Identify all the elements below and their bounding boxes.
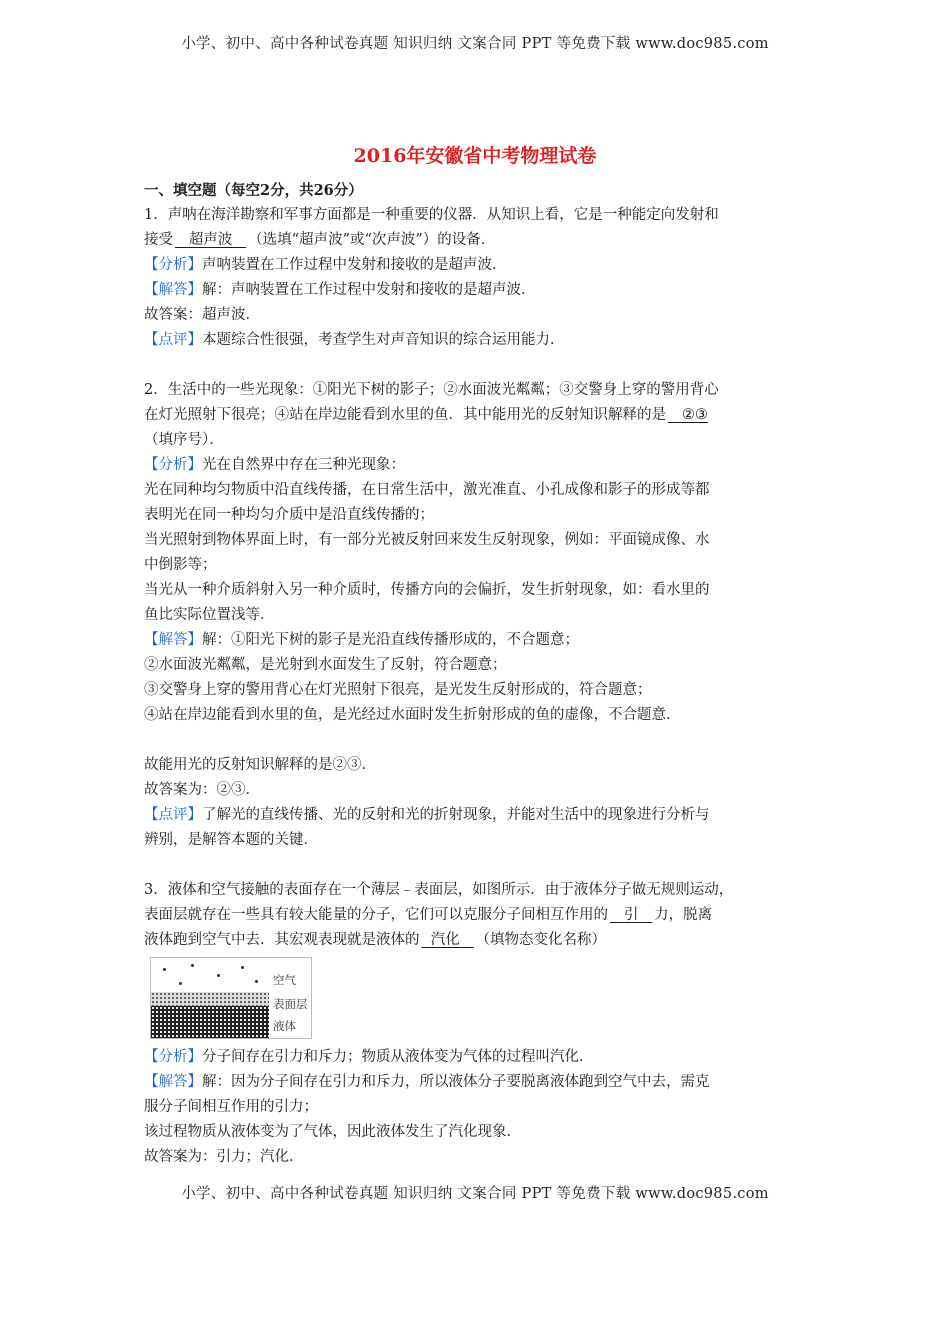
section-heading: 一、填空题（每空2分，共26分） (144, 182, 363, 199)
comment-tag: 【点评】 (144, 332, 202, 348)
question-1 (144, 203, 834, 353)
q2-analysis-line: 当光从一种介质斜射入另一种介质时，传播方向的会偏折，发生折射现象，如：看水里的 (144, 582, 710, 598)
q3-final-answer: 故答案为：引力；汽化． (144, 1149, 304, 1165)
comment-tag: 【点评】 (144, 807, 202, 823)
liquid-region (151, 1006, 269, 1038)
analysis-tag: 【分析】 (144, 457, 202, 473)
analysis-tag: 【分析】 (144, 257, 202, 273)
q3-solution-line: 该过程物质从液体变为了气体，因此液体发生了汽化现象． (144, 1124, 521, 1140)
page-footer: 小学、初中、高中各种试卷真题 知识归纳 文案合同 PPT 等免费下载 www.doc985.com (181, 1186, 769, 1202)
document-body (144, 178, 834, 1170)
q3-answer-2: 汽化 (430, 932, 460, 948)
q2-analysis-line: 中倒影等； (144, 557, 217, 573)
figure-label-air: 空气 (273, 973, 296, 987)
solution-tag: 【解答】 (144, 282, 202, 298)
q2-answer: ②③ (681, 407, 708, 423)
q3-analysis: 【分析】分子间存在引力和斥力；物质从液体变为气体的过程叫汽化． (144, 1049, 594, 1065)
q2-analysis: 【分析】光在自然界中存在三种光现象： (144, 457, 405, 473)
q3-answer-1: 引 (623, 907, 639, 923)
q1-comment: 【点评】本题综合性很强，考查学生对声音知识的综合运用能力． (144, 332, 565, 348)
q2-analysis-line: 光在同种均匀物质中沿直线传播，在日常生活中，激光准直、小孔成像和影子的形成等都 (144, 482, 710, 498)
q2-solution-line: ②水面波光粼粼，是光射到水面发生了反射，符合题意； (144, 657, 507, 673)
q2-solution-line: ④站在岸边能看到水里的鱼，是光经过水面时发生折射形成的鱼的虚像，不合题意． (144, 707, 681, 723)
q2-analysis-line: 当光照射到物体界面上时，有一部分光被反射回来发生反射现象，例如：平面镜成像、水 (144, 532, 710, 548)
q2-final-answer: 故答案为：②③． (144, 782, 260, 798)
q3-stem-line: 3．液体和空气接触的表面存在一个薄层﹣表面层，如图所示．由于液体分子做无规则运动， (144, 882, 734, 898)
solution-tag: 【解答】 (144, 632, 202, 648)
q1-solution: 【解答】解：声呐装置在工作过程中发射和接收的是超声波． (144, 282, 536, 298)
q3-solution-line: 服分子间相互作用的引力； (144, 1099, 318, 1115)
analysis-tag: 【分析】 (144, 1049, 202, 1065)
solution-tag: 【解答】 (144, 1074, 202, 1090)
q2-solution: 【解答】解：①阳光下树的影子是光沿直线传播形成的，不合题意； (144, 632, 579, 648)
q3-solution: 【解答】解：因为分子间存在引力和斥力，所以液体分子要脱离液体跑到空气中去，需克 (144, 1074, 710, 1090)
q2-analysis-line: 鱼比实际位置浅等． (144, 607, 275, 623)
q1-stem-line: 接受 超声波 （选填“超声波”或“次声波”）的设备． (144, 228, 834, 253)
q2-stem-line: 2．生活中的一些光现象：①阳光下树的影子；②水面波光粼粼；③交警身上穿的警用背心 (144, 382, 719, 398)
q2-comment-line: 辨别，是解答本题的关键． (144, 832, 318, 848)
figure-label-surface: 表面层 (273, 997, 308, 1011)
surface-layer-region (151, 992, 269, 1006)
q2-conclusion: 故能用光的反射知识解释的是②③． (144, 757, 376, 773)
q3-stem-line: 表面层就存在一些具有较大能量的分子，它们可以克服分子间相互作用的 引 力，脱离 (144, 903, 834, 928)
q2-comment: 【点评】了解光的直线传播、光的反射和光的折射现象，并能对生活中的现象进行分析与 (144, 807, 710, 823)
question-2 (144, 378, 834, 853)
q2-solution-line: ③交警身上穿的警用背心在灯光照射下很亮，是光发生反射形成的，符合题意； (144, 682, 652, 698)
q1-analysis: 【分析】声呐装置在工作过程中发射和接收的是超声波． (144, 257, 507, 273)
figure-label-liquid: 液体 (273, 1019, 296, 1033)
q1-final-answer: 故答案：超声波． (144, 307, 260, 323)
q1-answer: 超声波 (188, 232, 233, 248)
page-header: 小学、初中、高中各种试卷真题 知识归纳 文案合同 PPT 等免费下载 www.doc985.com (181, 36, 769, 52)
q2-analysis-line: 表明光在同一种均匀介质中是沿直线传播的； (144, 507, 434, 523)
q2-stem-line: 在灯光照射下很亮；④站在岸边能看到水里的鱼．其中能用光的反射知识解释的是 ②③ (144, 403, 834, 428)
question-3 (144, 878, 834, 1170)
q2-stem-line: （填序号）． (144, 432, 224, 448)
q3-stem-line: 液体跑到空气中去．其宏观表现就是液体的 汽化 （填物态变化名称） (144, 928, 834, 953)
surface-layer-figure (150, 957, 312, 1039)
page-title: 2016年安徽省中考物理试卷 (353, 145, 597, 167)
air-region (151, 958, 269, 992)
q1-stem-line: 1．声呐在海洋勘察和军事方面都是一种重要的仪器．从知识上看，它是一种能定向发射和 (144, 207, 719, 223)
